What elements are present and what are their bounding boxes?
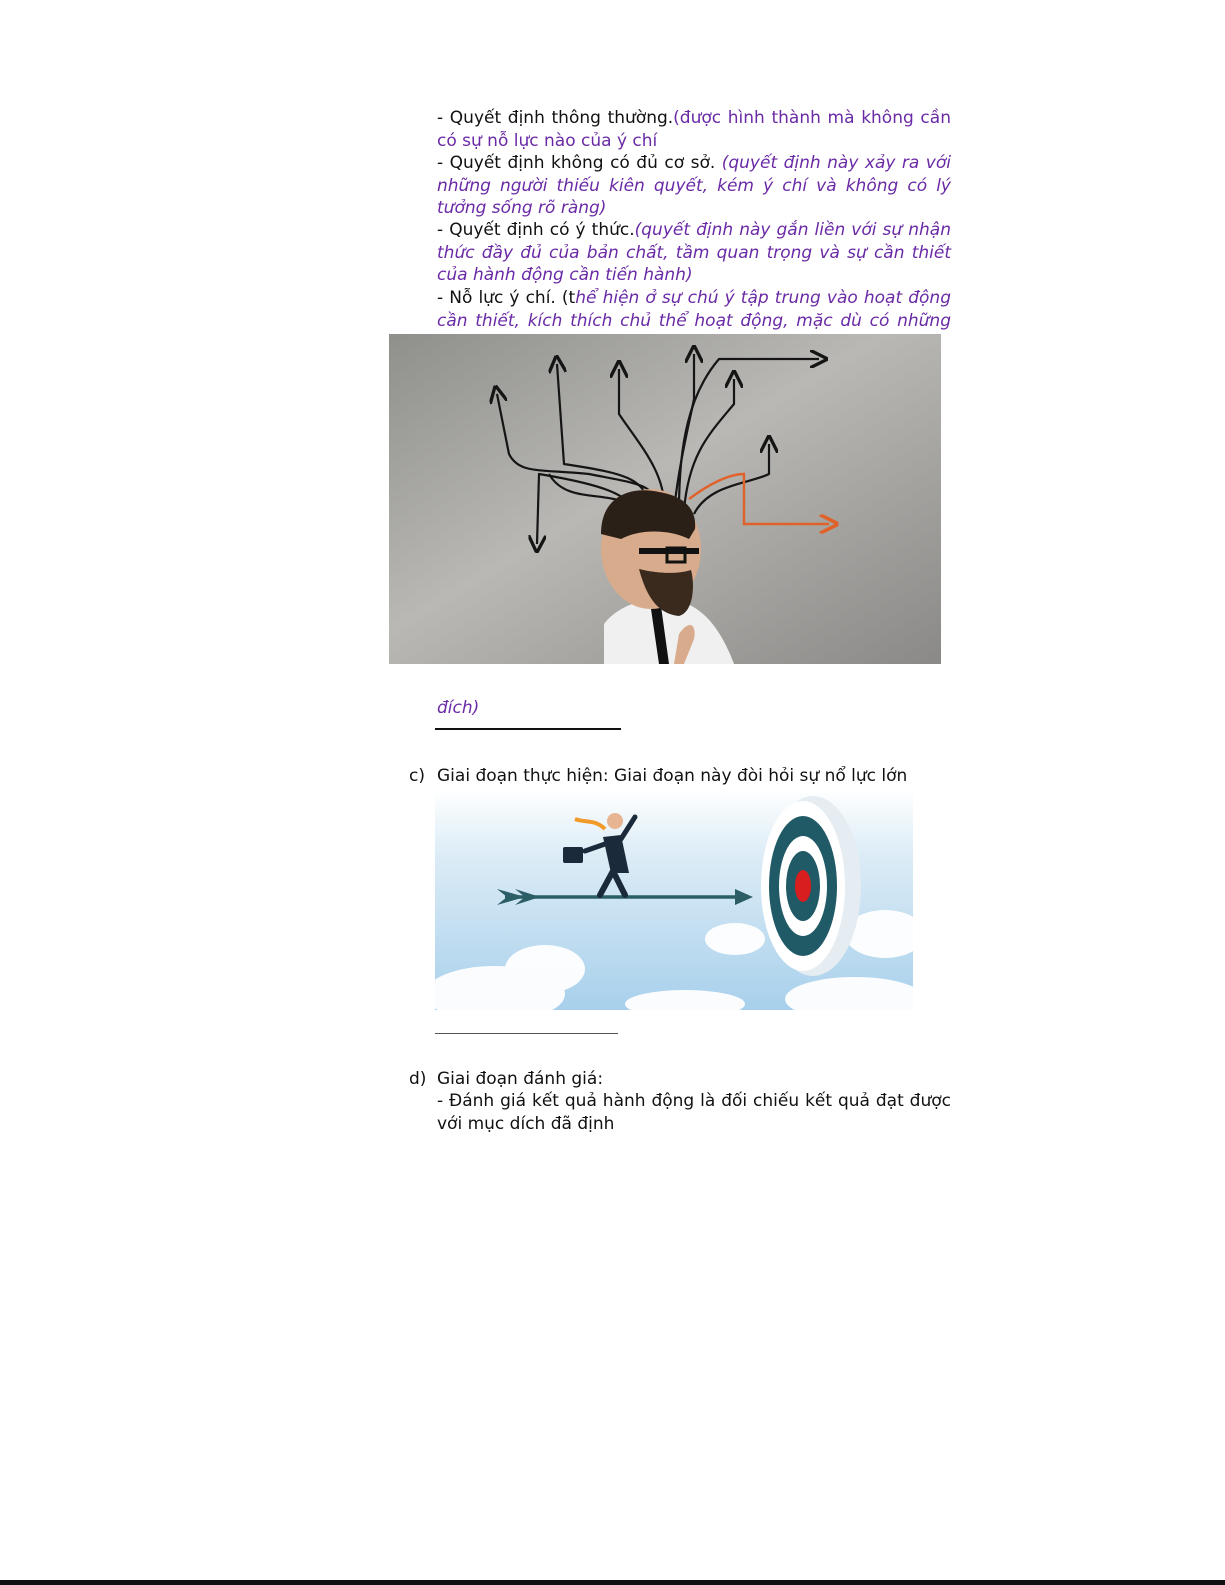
divider-2 (435, 1033, 618, 1034)
item-label: - Quyết định thông thường. (437, 108, 674, 128)
section-d-body: - Đánh giá kết quả hành động là đối chiếu kết quả đạt được với mục dích đã định (437, 1091, 951, 1134)
section-c-text: Giai đoạn thực hiện: Giai đoạn này đòi hỏi sự nổ lực lớn (437, 766, 908, 786)
item-label: - Quyết định không có đủ cơ sở. (437, 153, 716, 173)
decision-item-ordinary (437, 107, 951, 152)
item-label: - Quyết định có ý thức. (437, 220, 635, 240)
item-note: (quyết định này gắn liền với sự nhận thức đầy đủ của bản chất, tầm quan trọng và sự cần thiết của hành động cần tiến hành) (437, 220, 951, 285)
thinking-man-arrows-image (389, 334, 941, 664)
item-note: hể hiện ở sự chú ý tập trung vào hoạt động cần thiết, kích thích chủ thể hoạt động, mặc dù có những (437, 288, 951, 331)
item-note: (quyết định này xảy ra với những người thiếu kiên quyết, kém ý chí và không có lý tưởng sống rõ ràng) (437, 153, 951, 218)
section-c-marker: c) (409, 766, 425, 786)
page-bottom-border (0, 1580, 1225, 1585)
arrow-target-image (435, 789, 913, 1010)
section-d-marker: d) (409, 1069, 427, 1089)
divider-1 (435, 728, 621, 730)
item-label: - Nỗ lực ý chí. (t (437, 288, 576, 308)
decision-item-conscious (437, 219, 951, 287)
item-note: (được hình thành mà không cần có sự nỗ lực nào của ý chí (437, 108, 951, 151)
section-d-title: Giai đoạn đánh giá: (437, 1069, 604, 1089)
decision-item-unfounded (437, 152, 951, 220)
section-d-heading (409, 1068, 603, 1091)
section-c-heading (409, 765, 907, 788)
continuation-text: đích) (437, 698, 480, 718)
